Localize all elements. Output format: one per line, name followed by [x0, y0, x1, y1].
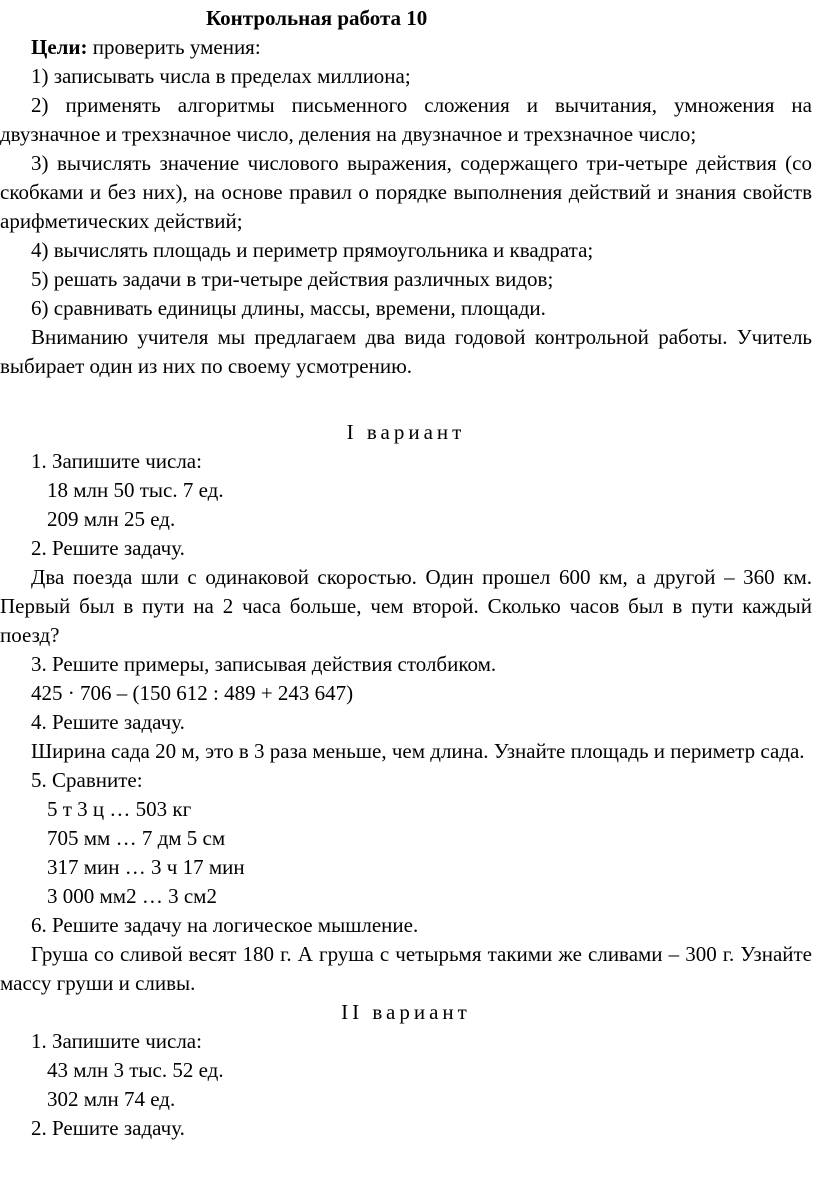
document-title: Контрольная работа 10 [206, 6, 428, 30]
goal-item: 5) решать задачи в три-четыре действия различных видов; [31, 267, 554, 291]
variant-1-task-3: 3. Решите примеры, записывая действия столбиком. [31, 652, 497, 676]
variant-1-task-6: 6. Решите задачу на логическое мышление. [31, 913, 419, 937]
variant-1-task-1-item: 18 млн 50 тыс. 7 ед. [47, 478, 224, 502]
variant-1-task-2-text: Два поезда шли с одинаковой скоростью. Один прошел 600 км, а другой – 360 км. Первый был в пути на 2 часа больше, чем второй. Сколько часов был в пути каждый поезд? [0, 565, 812, 647]
blank-line [0, 381, 812, 409]
variant-2-task-1: 1. Запишите числа: [31, 1029, 202, 1053]
goal-item: 6) сравнивать единицы длины, массы, времени, площади. [31, 296, 546, 320]
goal-item: 1) записывать числа в пределах миллиона; [31, 64, 411, 88]
variant-1-task-4-text: Ширина сада 20 м, это в 3 раза меньше, чем длина. Узнайте площадь и периметр сада. [31, 739, 805, 763]
variant-1-task-4: 4. Решите задачу. [31, 710, 185, 734]
goals-intro: проверить умения: [87, 35, 261, 59]
variant-1-heading: I вариант [346, 420, 466, 444]
blank-gap [0, 409, 812, 418]
variant-1-task-1: 1. Запишите числа: [31, 449, 202, 473]
goals-line [0, 33, 812, 62]
variant-2-task-1-item: 43 млн 3 тыс. 52 ед. [47, 1058, 224, 1082]
variant-1-task-5-item: 317 мин … 3 ч 17 мин [47, 855, 245, 879]
variant-1-task-5-item: 3 000 мм2 … 3 см2 [47, 884, 217, 908]
variant-1-task-5: 5. Сравните: [31, 768, 143, 792]
goal-item: 2) применять алгоритмы письменного сложения и вычитания, умножения на двузначное и трехзначное число, деления на двузначное и трехзначное число; [0, 93, 812, 146]
variant-2-task-1-item: 302 млн 74 ед. [47, 1087, 176, 1111]
variant-1-task-6-text: Груша со сливой весят 180 г. А груша с четырьмя такими же сливами – 300 г. Узнайте массу груши и сливы. [0, 942, 812, 995]
variant-1-task-2: 2. Решите задачу. [31, 536, 185, 560]
variant-1-task-3-expression: 425 · 706 – (150 612 : 489 + 243 647) [31, 681, 354, 705]
variant-1-task-5-item: 705 мм … 7 дм 5 см [47, 826, 226, 850]
variant-2-task-2: 2. Решите задачу. [31, 1116, 185, 1140]
variant-1-task-5-item: 5 т 3 ц … 503 кг [47, 797, 192, 821]
goals-label: Цели: [31, 35, 88, 59]
variant-2-heading: II вариант [341, 1000, 471, 1024]
goal-item: 4) вычислять площадь и периметр прямоугольника и квадрата; [31, 238, 594, 262]
goal-item: 3) вычислять значение числового выражения, содержащего три-четыре действия (со скобками и без них), на основе правил о порядке выполнения действий и знания свойств арифметических действий; [0, 151, 812, 233]
teacher-note: Вниманию учителя мы предлагаем два вида годовой контрольной работы. Учитель выбирает один из них по своему усмотрению. [0, 325, 812, 378]
variant-1-task-1-item: 209 млн 25 ед. [47, 507, 176, 531]
